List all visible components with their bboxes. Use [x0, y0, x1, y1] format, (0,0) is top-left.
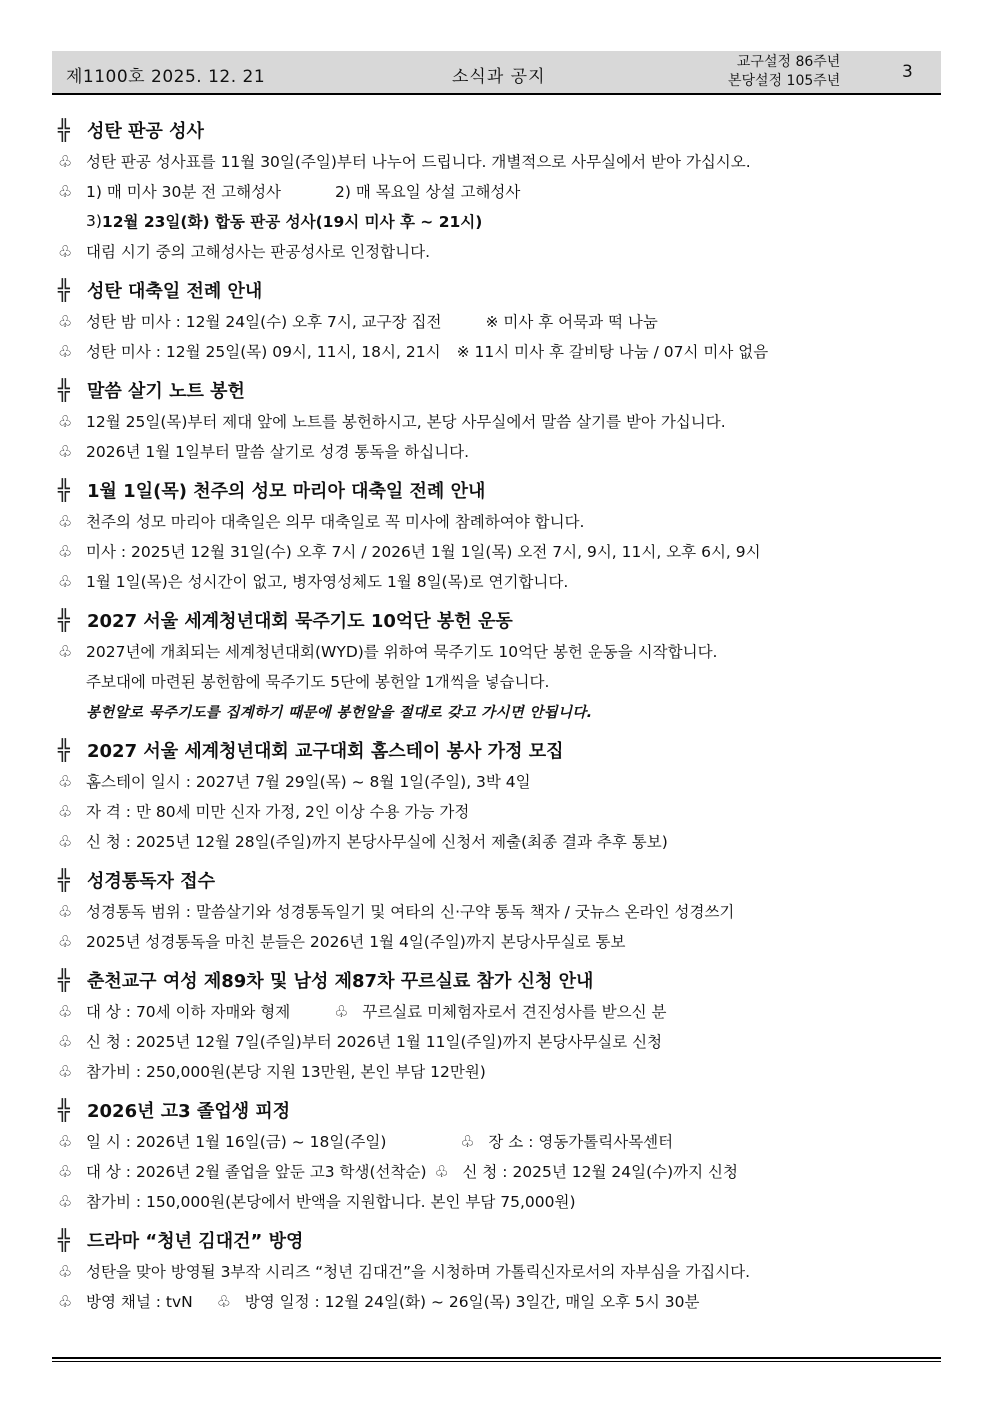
list-item: ♧ 1) 매 미사 30분 전 고해성사 2) 매 목요일 상설 고해성사	[58, 181, 521, 201]
list-item: ♧ 성탄을 맞아 방영될 3부작 시리즈 “청년 김대건”을 시청하며 가톨릭신자로서의 자부심을 가집시다.	[58, 1261, 751, 1281]
list-item: ♧ 천주의 성모 마리아 대축일은 의무 대축일로 꼭 미사에 참례하여야 합니다.	[58, 511, 585, 531]
cross-icon: ╬	[58, 738, 71, 762]
cross-icon: ╬	[58, 868, 71, 892]
section-drama-broadcast	[58, 1226, 938, 1316]
list-item: ♧ 성탄 판공 성사표를 11월 30일(주일)부터 나누어 드립니다. 개별적으로 사무실에서 받아 가십시오.	[58, 151, 751, 171]
clover-icon: ♧	[58, 1261, 73, 1281]
notice-content	[58, 116, 938, 1326]
clover-icon: ♧	[58, 931, 73, 951]
list-item: ♧ 대림 시기 중의 고해성사는 판공성사로 인정합니다.	[58, 241, 430, 261]
list-item: ♧ 미사 : 2025년 12월 31일(수) 오후 7시 / 2026년 1월 1일(목) 오전 7시, 9시, 11시, 오후 6시, 9시	[58, 541, 761, 561]
page-title: 소식과 공지	[452, 67, 546, 87]
section-christmas-liturgy	[58, 276, 938, 366]
list-item: ♧ 성경통독 범위 : 말씀살기와 성경통독일기 및 여타의 신·구약 통독 책자 / 굿뉴스 온라인 성경쓰기	[58, 901, 735, 921]
list-item: ♧ 일 시 : 2026년 1월 16일(금) ~ 18일(주일) ♧ 장 소 : 영동가톨릭사목센터	[58, 1131, 674, 1151]
list-item: ♧ 홈스테이 일시 : 2027년 7월 29일(목) ~ 8월 1일(주일), 3박 4일	[58, 771, 531, 791]
clover-icon: ♧	[58, 801, 73, 821]
clover-icon: ♧	[58, 311, 73, 331]
section-title: ╬ 말씀 살기 노트 봉헌	[58, 378, 245, 402]
list-item: ♧ 2026년 1월 1일부터 말씀 살기로 성경 통독을 하십니다.	[58, 441, 470, 461]
parish-anniversary: 본당설정 105주년	[728, 73, 841, 89]
section-title: ╬ 2026년 고3 졸업생 피정	[58, 1098, 291, 1122]
cross-icon: ╬	[58, 1098, 71, 1122]
cross-icon: ╬	[58, 968, 71, 992]
section-rosary-campaign	[58, 606, 938, 726]
clover-icon: ♧	[334, 1001, 349, 1021]
list-item: 봉헌알로 묵주기도를 집계하기 때문에 봉헌알을 절대로 갖고 가시면 안됩니다.	[86, 704, 593, 721]
section-mary-solemnity	[58, 476, 938, 596]
list-item: ♧ 성탄 미사 : 12월 25일(목) 09시, 11시, 18시, 21시 ※ 11시 미사 후 갈비탕 나눔 / 07시 미사 없음	[58, 341, 769, 361]
section-title: ╬ 2027 서울 세계청년대회 교구대회 홈스테이 봉사 가정 모집	[58, 738, 564, 762]
anniversary-info	[728, 53, 840, 91]
section-christmas-confession	[58, 116, 938, 266]
clover-icon: ♧	[58, 181, 73, 201]
clover-icon: ♧	[58, 151, 73, 171]
page-number: 3	[902, 62, 913, 82]
list-item: 주보대에 마련된 봉헌함에 묵주기도 5단에 봉헌알 1개씩을 넣습니다.	[86, 673, 550, 691]
clover-icon: ♧	[58, 1031, 73, 1051]
clover-icon: ♧	[58, 1131, 73, 1151]
list-item: ♧ 2027년에 개최되는 세계청년대회(WYD)를 위하여 묵주기도 10억단 봉헌 운동을 시작합니다.	[58, 641, 718, 661]
section-title: ╬ 성탄 판공 성사	[58, 118, 204, 142]
section-title: ╬ 성탄 대축일 전례 안내	[58, 278, 263, 302]
section-title: ╬ 1월 1일(목) 천주의 성모 마리아 대축일 전례 안내	[58, 478, 486, 502]
clover-icon: ♧	[58, 411, 73, 431]
clover-icon: ♧	[58, 641, 73, 661]
footer-divider	[52, 1357, 941, 1359]
clover-icon: ♧	[58, 341, 73, 361]
section-word-notebook	[58, 376, 938, 466]
section-title: ╬ 드라마 “청년 김대건” 방영	[58, 1228, 304, 1252]
clover-icon: ♧	[58, 1061, 73, 1081]
clover-icon: ♧	[216, 1291, 232, 1311]
clover-icon: ♧	[58, 1191, 73, 1211]
clover-icon: ♧	[58, 511, 73, 531]
clover-icon: ♧	[58, 831, 73, 851]
clover-icon: ♧	[58, 541, 73, 561]
section-title: ╬ 2027 서울 세계청년대회 묵주기도 10억단 봉헌 운동	[58, 608, 513, 632]
clover-icon: ♧	[58, 241, 73, 261]
cross-icon: ╬	[58, 278, 71, 302]
list-item: ♧ 신 청 : 2025년 12월 28일(주일)까지 본당사무실에 신청서 제출(최종 결과 추후 통보)	[58, 831, 668, 851]
list-item: ♧ 신 청 : 2025년 12월 7일(주일)부터 2026년 1월 11일(주일)까지 본당사무실로 신청	[58, 1031, 663, 1051]
list-item: ♧ 대 상 : 70세 이하 자매와 형제 ♧ 꾸르실료 미체험자로서 견진성사를 받으신 분	[58, 1001, 667, 1021]
footer-divider	[52, 1361, 941, 1362]
clover-icon: ♧	[58, 1291, 73, 1311]
section-title: ╬ 성경통독자 접수	[58, 868, 215, 892]
cross-icon: ╬	[58, 608, 71, 632]
clover-icon: ♧	[58, 441, 73, 461]
issue-number: 제1100호 2025. 12. 21	[66, 67, 266, 87]
cross-icon: ╬	[58, 118, 71, 142]
clover-icon: ♧	[58, 771, 73, 791]
section-bible-reading	[58, 866, 938, 956]
list-item: ♧ 참가비 : 150,000원(본당에서 반액을 지원합니다. 본인 부담 75,000원)	[58, 1191, 576, 1211]
clover-icon: ♧	[460, 1131, 475, 1151]
cross-icon: ╬	[58, 378, 71, 402]
list-item: ♧ 방영 채널 : tvN ♧ 방영 일정 : 12월 24일(화) ~ 26일(목) 3일간, 매일 오후 5시 30분	[58, 1291, 700, 1311]
clover-icon: ♧	[58, 1001, 73, 1021]
clover-icon: ♧	[58, 901, 73, 921]
section-homestay-recruitment	[58, 736, 938, 856]
clover-icon: ♧	[58, 1161, 73, 1181]
list-item: ♧ 참가비 : 250,000원(본당 지원 13만원, 본인 부담 12만원)	[58, 1061, 486, 1081]
section-cursillo	[58, 966, 938, 1086]
cross-icon: ╬	[58, 478, 71, 502]
cross-icon: ╬	[58, 1228, 71, 1252]
clover-icon: ♧	[58, 571, 73, 591]
section-graduate-retreat	[58, 1096, 938, 1216]
clover-icon: ♧	[434, 1161, 449, 1181]
list-item: ♧ 대 상 : 2026년 2월 졸업을 앞둔 고3 학생(선착순) ♧ 신 청 : 2025년 12월 24일(수)까지 신청	[58, 1161, 739, 1181]
list-item: 3) 12월 23일(화) 합동 판공 성사(19시 미사 후 ~ 21시)	[86, 212, 483, 231]
page-header	[52, 51, 941, 95]
list-item: ♧ 2025년 성경통독을 마친 분들은 2026년 1월 4일(주일)까지 본당사무실로 통보	[58, 931, 626, 951]
list-item: ♧ 1월 1일(목)은 성시간이 없고, 병자영성체도 1월 8일(목)로 연기합니다.	[58, 571, 569, 591]
list-item: ♧ 12월 25일(목)부터 제대 앞에 노트를 봉헌하시고, 본당 사무실에서 말씀 살기를 받아 가십니다.	[58, 411, 726, 431]
list-item: ♧ 성탄 밤 미사 : 12월 24일(수) 오후 7시, 교구장 집전 ※ 미사 후 어묵과 떡 나눔	[58, 311, 658, 331]
section-title: ╬ 춘천교구 여성 제89차 및 남성 제87차 꾸르실료 참가 신청 안내	[58, 968, 594, 992]
list-item: ♧ 자 격 : 만 80세 미만 신자 가정, 2인 이상 수용 가능 가정	[58, 801, 470, 821]
diocese-anniversary: 교구설정 86주년	[736, 54, 841, 70]
